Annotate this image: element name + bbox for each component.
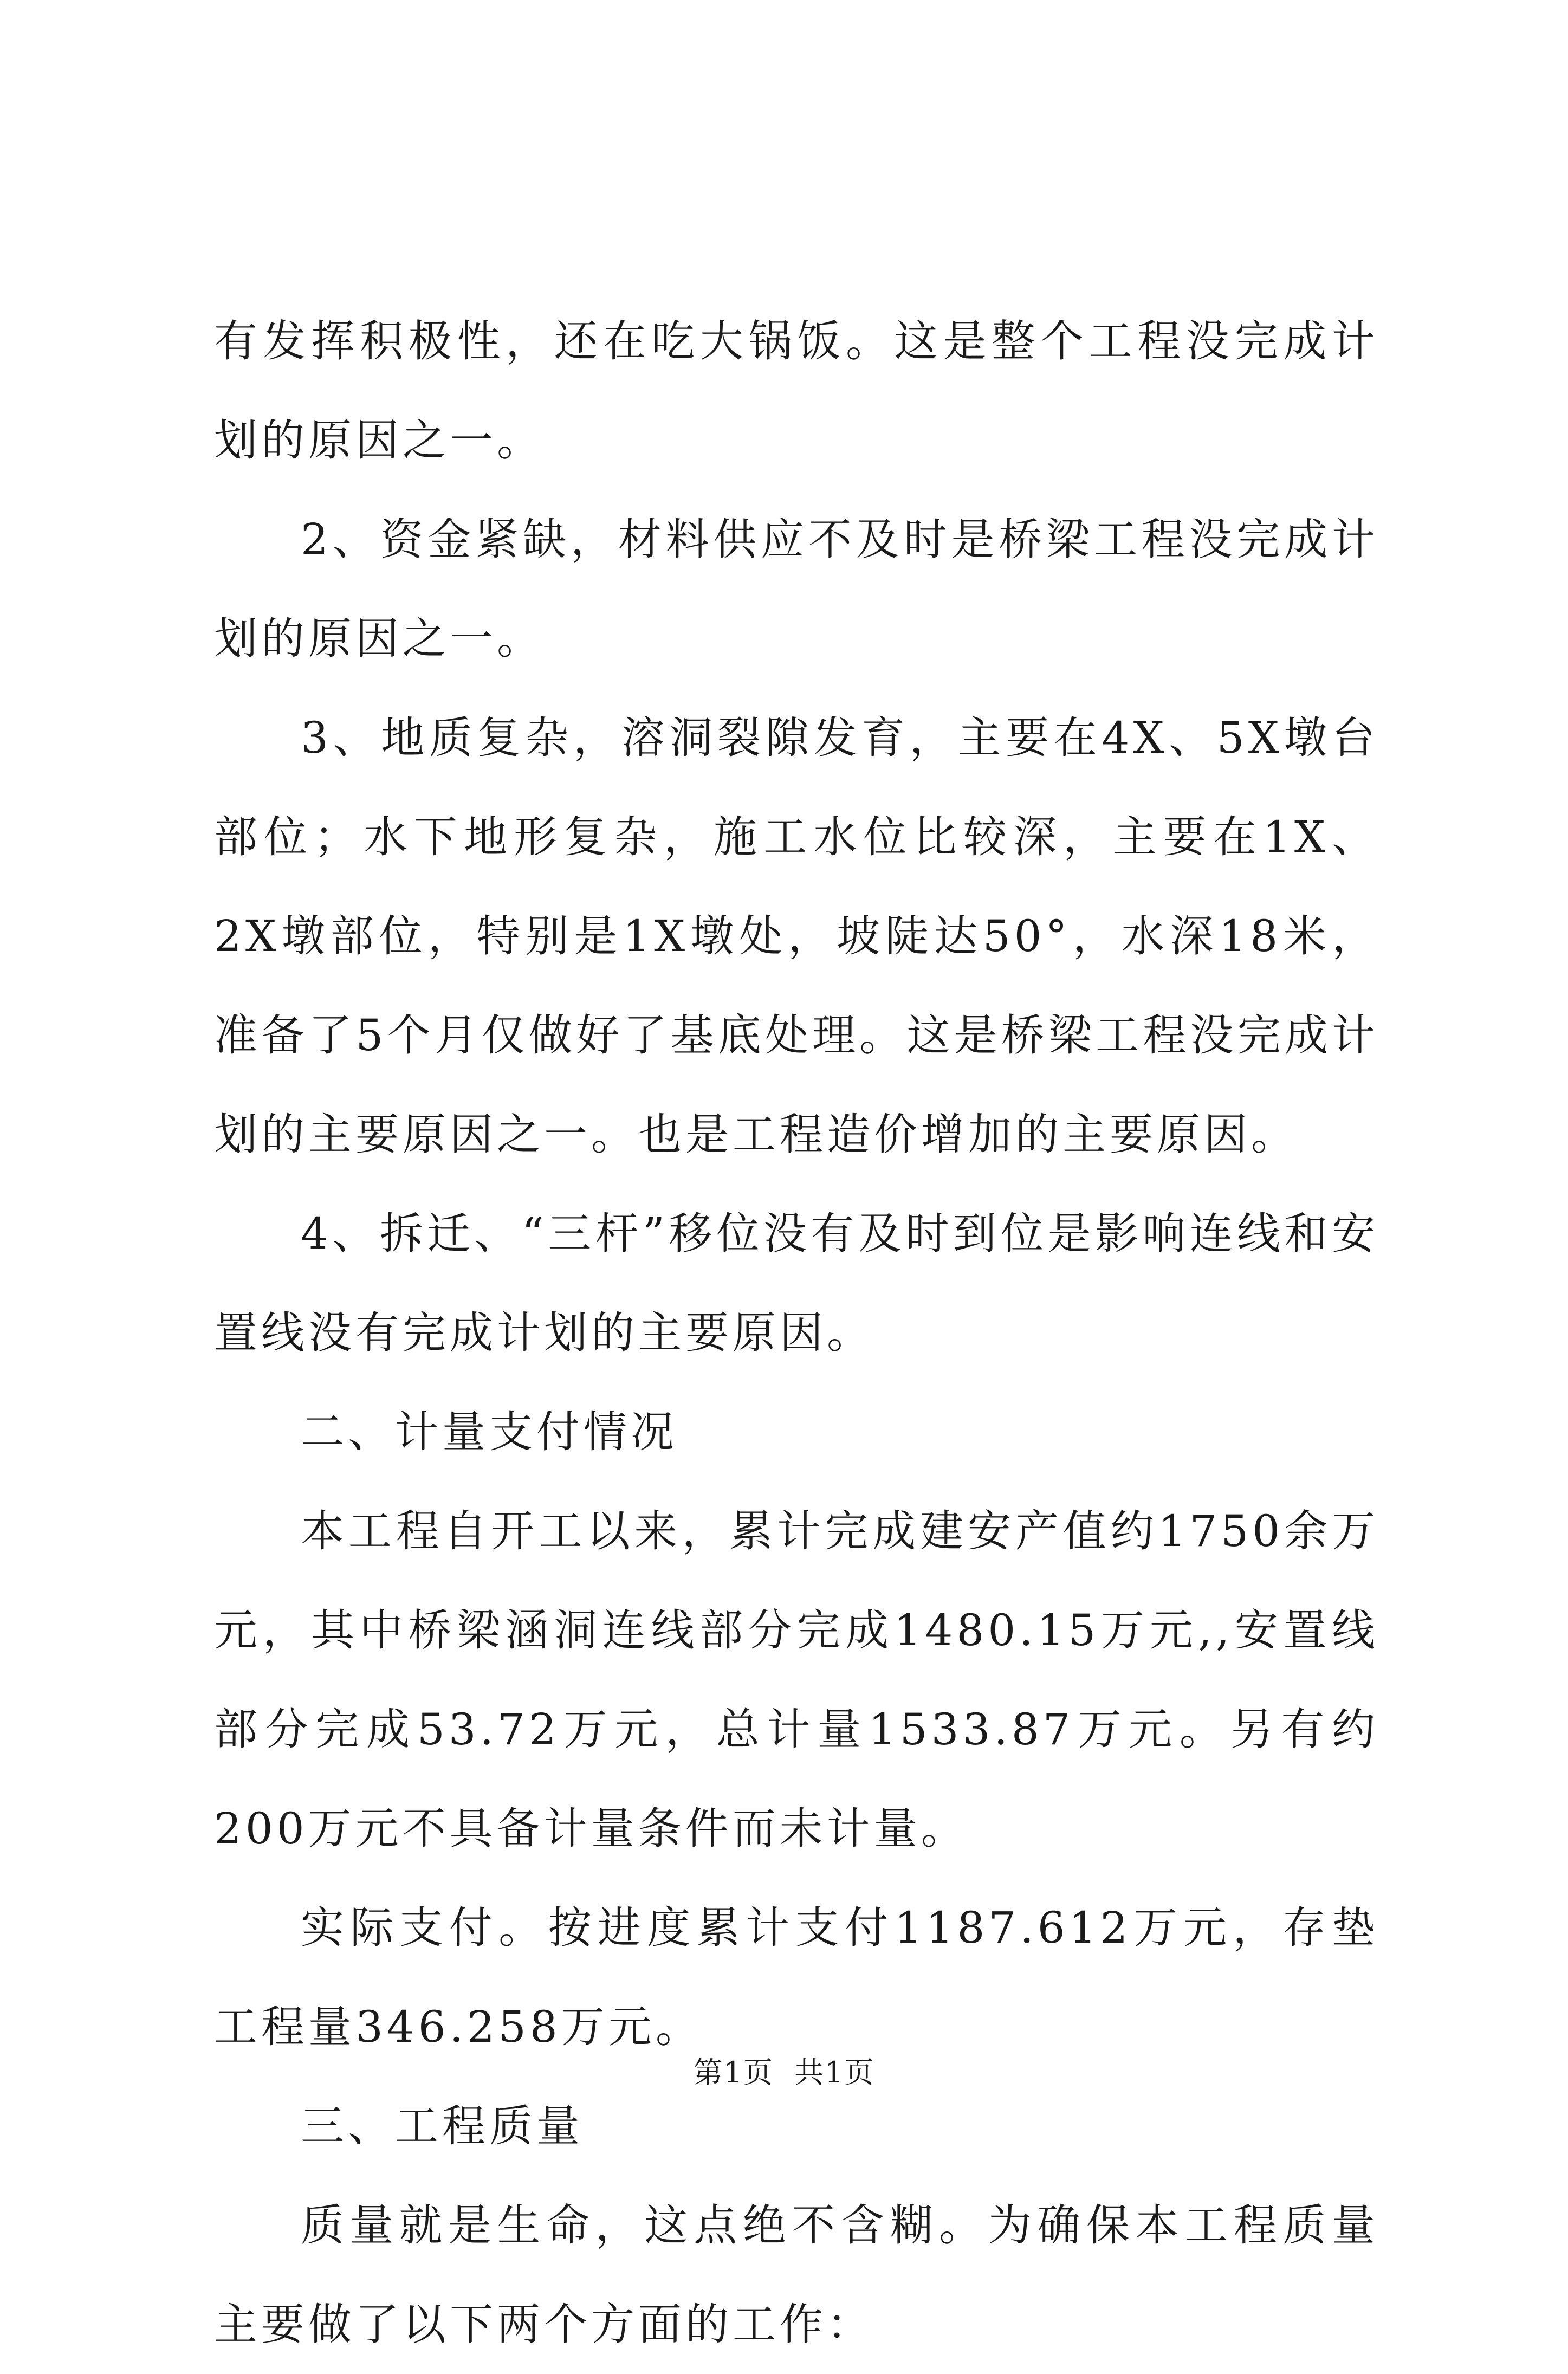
section-heading-quality: 三、工程质量	[301, 2101, 584, 2151]
paragraph-9: 质量就是生命，这点绝不含糊。为确保本工程质量主要做了以下两个方面的工作：	[214, 2200, 1379, 2350]
page-number: 第1页	[693, 2055, 774, 2090]
paragraph-7: 实际支付。按进度累计支付1187.612万元，存垫工程量346.258万元。	[214, 1903, 1379, 2052]
page-total: 共1页	[794, 2055, 875, 2090]
page-footer	[0, 2051, 1568, 2094]
paragraph-3: 3、地质复杂，溶洞裂隙发育，主要在4X、5X墩台部位；水下地形复杂，施工水位比较深，主要在1X、2X墩部位，特别是1X墩处，坡陡达50°，水深18米，准备了5个月仅做好了基底处理。这是桥梁工程没完成计划的主要原因之一。也是工程造价增加的主要原因。	[214, 713, 1379, 1160]
section-heading-payment: 二、计量支付情况	[301, 1407, 678, 1457]
paragraph-6: 本工程自开工以来，累计完成建安产值约1750余万元，其中桥梁涵洞连线部分完成1480.15万元,,安置线部分完成53.72万元，总计量1533.87万元。另有约200万元不具备计量条件而未计量。	[214, 1506, 1379, 1854]
paragraph-2: 2、资金紧缺，材料供应不及时是桥梁工程没完成计划的原因之一。	[214, 514, 1379, 664]
paragraph-4: 4、拆迁、“三杆”移位没有及时到位是影响连线和安置线没有完成计划的主要原因。	[214, 1208, 1379, 1358]
paragraph-1: 有发挥积极性，还在吃大锅饭。这是整个工程没完成计划的原因之一。	[214, 316, 1379, 465]
